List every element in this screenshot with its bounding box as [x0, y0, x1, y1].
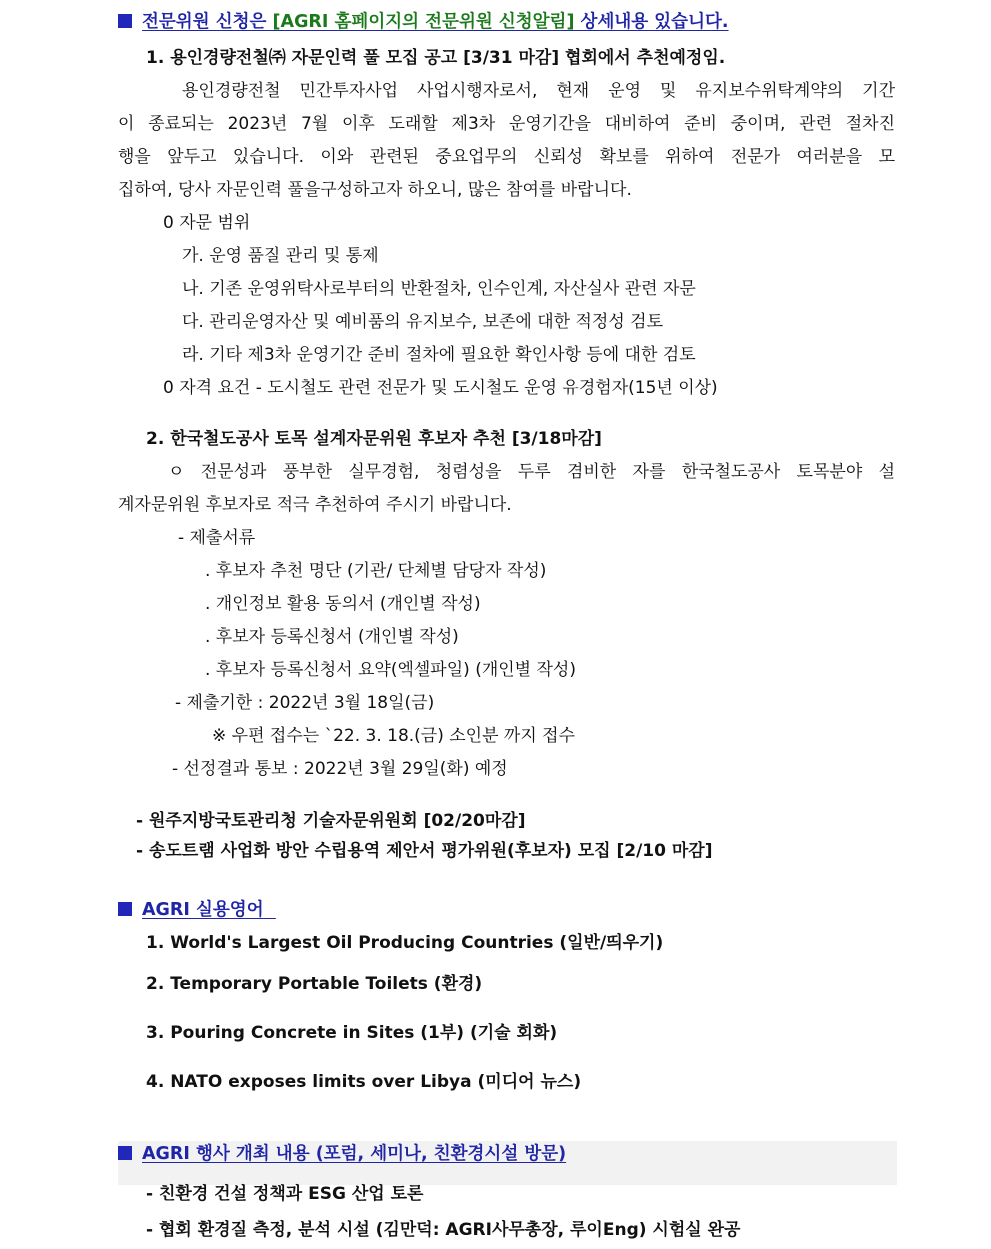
qualification: 0 자격 요건 - 도시철도 관련 전문가 및 도시철도 운영 유경험자(15년 이상) [163, 378, 718, 398]
english-item[interactable]: 1. World's Largest Oil Producing Countries (일반/띄우기) [146, 933, 664, 953]
homepage-notice-link[interactable]: [AGRI 홈페이지의 전문위원 신청알림] [272, 12, 575, 32]
section1-heading: 전문위원 신청은 [AGRI 홈페이지의 전문위원 신청알림] 상세내용 있습니다. [118, 8, 729, 33]
result-notice: - 선정결과 통보 : 2022년 3월 29일(화) 예정 [172, 759, 508, 779]
extra-item: - 원주지방국토관리청 기술자문위원회 [02/20마감] [136, 811, 526, 831]
scope-item: 라. 기타 제3차 운영기간 준비 절차에 필요한 확인사항 등에 대한 검토 [182, 345, 696, 365]
square-bullet-icon [118, 14, 132, 28]
scope-item: 나. 기존 운영위탁사로부터의 반환절차, 인수인계, 자산실사 관련 자문 [182, 279, 696, 299]
doc-item: . 개인정보 활용 동의서 (개인별 작성) [205, 594, 481, 614]
event-item: - 친환경 건설 정책과 ESG 산업 토론 [146, 1184, 424, 1204]
submission-deadline: - 제출기한 : 2022년 3월 18일(금) [175, 693, 435, 713]
square-bullet-icon [118, 1146, 132, 1160]
section2-heading: AGRI 실용영어 [118, 896, 276, 921]
item1-title: 1. 용인경량전철㈜ 자문인력 풀 모집 공고 [3/31 마감] 협회에서 추천예정임. [146, 48, 726, 68]
doc-item: . 후보자 등록신청서 (개인별 작성) [205, 627, 459, 647]
mail-note: ※ 우편 접수는 `22. 3. 18.(금) 소인분 까지 접수 [212, 726, 576, 746]
section3-heading: AGRI 행사 개최 내용 (포럼, 세미나, 친환경시설 방문) [118, 1140, 566, 1165]
event-item: - 협회 환경질 측정, 분석 시설 (김만덕: AGRI사무총장, 루이Eng) 시험실 완공 [146, 1220, 741, 1240]
item2-para-line: ㅇ 전문성과 풍부한 실무경험, 청렴성을 두루 겸비한 자를 한국철도공사 토목분야 설 [168, 462, 895, 482]
item1-para-line: 행을 앞두고 있습니다. 이와 관련된 중요업무의 신뢰성 확보를 위하여 전문가 여러분을 모 [118, 147, 895, 167]
docs-title: - 제출서류 [178, 528, 256, 548]
item1-para-line: 집하여, 당사 자문인력 풀을구성하고자 하오니, 많은 참여를 바랍니다. [118, 180, 632, 200]
english-item[interactable]: 2. Temporary Portable Toilets (환경) [146, 974, 483, 994]
extra-item: - 송도트램 사업화 방안 수립용역 제안서 평가위원(후보자) 모집 [2/10 마감] [136, 841, 713, 861]
square-bullet-icon [118, 902, 132, 916]
item1-para-line: 용인경량전철 민간투자사업 사업시행자로서, 현재 운영 및 유지보수위탁계약의 기간 [182, 81, 895, 101]
english-item[interactable]: 3. Pouring Concrete in Sites (1부) (기술 회화) [146, 1023, 558, 1043]
item2-para-line: 계자문위원 후보자로 적극 추천하여 주시기 바랍니다. [118, 495, 512, 515]
item2-title: 2. 한국철도공사 토목 설계자문위원 후보자 추천 [3/18마감] [146, 429, 602, 449]
english-item[interactable]: 4. NATO exposes limits over Libya (미디어 뉴스) [146, 1072, 582, 1092]
scope-item: 가. 운영 품질 관리 및 통제 [182, 246, 379, 266]
scope-title: 0 자문 범위 [163, 213, 251, 233]
doc-item: . 후보자 등록신청서 요약(엑셀파일) (개인별 작성) [205, 660, 576, 680]
doc-item: . 후보자 추천 명단 (기관/ 단체별 담당자 작성) [205, 561, 547, 581]
scope-item: 다. 관리운영자산 및 예비품의 유지보수, 보존에 대한 적정성 검토 [182, 312, 664, 332]
item1-para-line: 이 종료되는 2023년 7월 이후 도래할 제3차 운영기간을 대비하여 준비 중이며, 관련 절차진 [118, 114, 895, 134]
